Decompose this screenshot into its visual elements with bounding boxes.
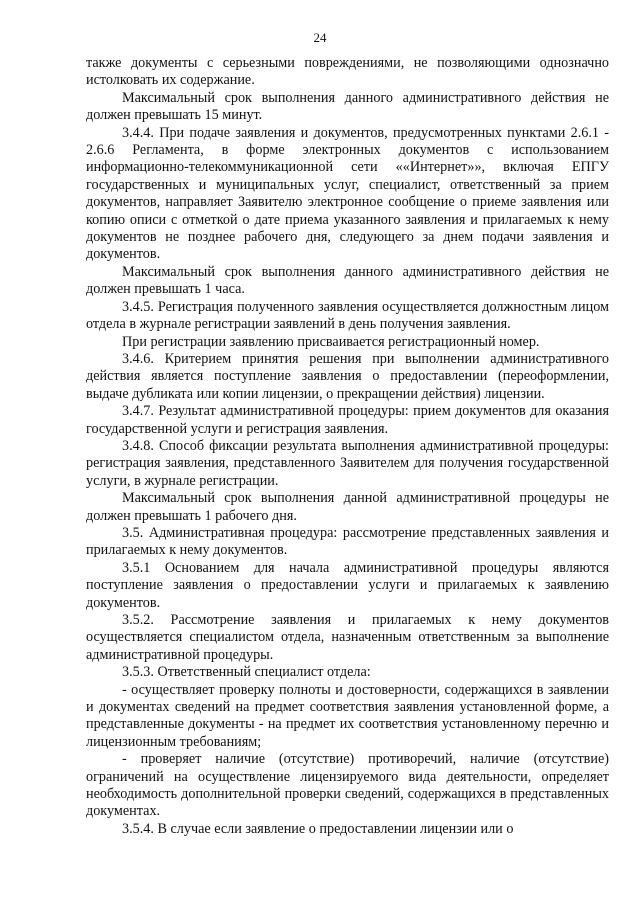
paragraph: 3.4.4. При подаче заявления и документов, предусмотренных пунктами 2.6.1 - 2.6.6 Регламента, в форме электронных документов с использованием информационно-телекоммуникационной сети ««Интернет»», включая ЕПГУ государственных и муниципальных услуг, специалист, ответственный за прием документов, направляет Заявителю электронное сообщение о приеме заявления или копию описи с отметкой о дате приема указанного заявления и прилагаемых к нему документов не позднее рабочего дня, следующего за днем подачи заявления и документов. <box>86 124 609 263</box>
paragraph: 3.4.6. Критерием принятия решения при выполнении административного действия является поступление заявления о предоставлении (переоформлении, выдаче дубликата или копии лицензии, о прекращении действия) лицензии. <box>86 350 609 402</box>
document-body <box>86 55 609 838</box>
paragraph: 3.4.8. Способ фиксации результата выполнения административной процедуры: регистрация заявления, представленного Заявителем для получения государственной услуги, в журнале регистрации. <box>86 437 609 489</box>
paragraph: 3.5.1 Основанием для начала административной процедуры являются поступление заявления о предоставлении услуги и прилагаемых к заявлению документов. <box>86 559 609 611</box>
paragraph: 3.4.5. Регистрация полученного заявления осуществляется должностным лицом отдела в журнале регистрации заявлений в день получения заявления. <box>86 298 609 333</box>
paragraph: также документы с серьезными повреждениями, не позволяющими однозначно истолковать их содержание. <box>86 55 609 89</box>
paragraph: Максимальный срок выполнения данного административного действия не должен превышать 1 часа. <box>86 263 609 298</box>
paragraph: 3.5. Административная процедура: рассмотрение представленных заявления и прилагаемых к нему документов. <box>86 524 609 559</box>
paragraph: Максимальный срок выполнения данного административного действия не должен превышать 15 минут. <box>86 89 609 124</box>
paragraph: Максимальный срок выполнения данной административной процедуры не должен превышать 1 рабочего дня. <box>86 490 609 524</box>
list-item: - осуществляет проверку полноты и достоверности, содержащихся в заявлении и документах сведений на предмет соответствия заявления установленной форме, а представленные документы - на предмет их соответствия установленному перечню и лицензионным требованиям; <box>86 681 609 750</box>
page-number: 24 <box>313 30 327 45</box>
paragraph: При регистрации заявлению присваивается регистрационный номер. <box>122 333 540 350</box>
paragraph: 3.5.3. Ответственный специалист отдела: <box>122 664 371 681</box>
paragraph: 3.5.2. Рассмотрение заявления и прилагаемых к нему документов осуществляется специалистом отдела, назначенным ответственным за выполнение административной процедуры. <box>86 612 609 663</box>
list-item: - проверяет наличие (отсутствие) противоречий, наличие (отсутствие) ограничений на осуществление лицензируемого вида деятельности, определяет необходимость дополнительной проверки сведений, содержащихся в представленных документах. <box>86 751 609 820</box>
paragraph: 3.4.7. Результат административной процедуры: прием документов для оказания государственной услуги и регистрация заявления. <box>86 403 609 437</box>
paragraph: 3.5.4. В случае если заявление о предоставлении лицензии или о <box>122 820 514 837</box>
